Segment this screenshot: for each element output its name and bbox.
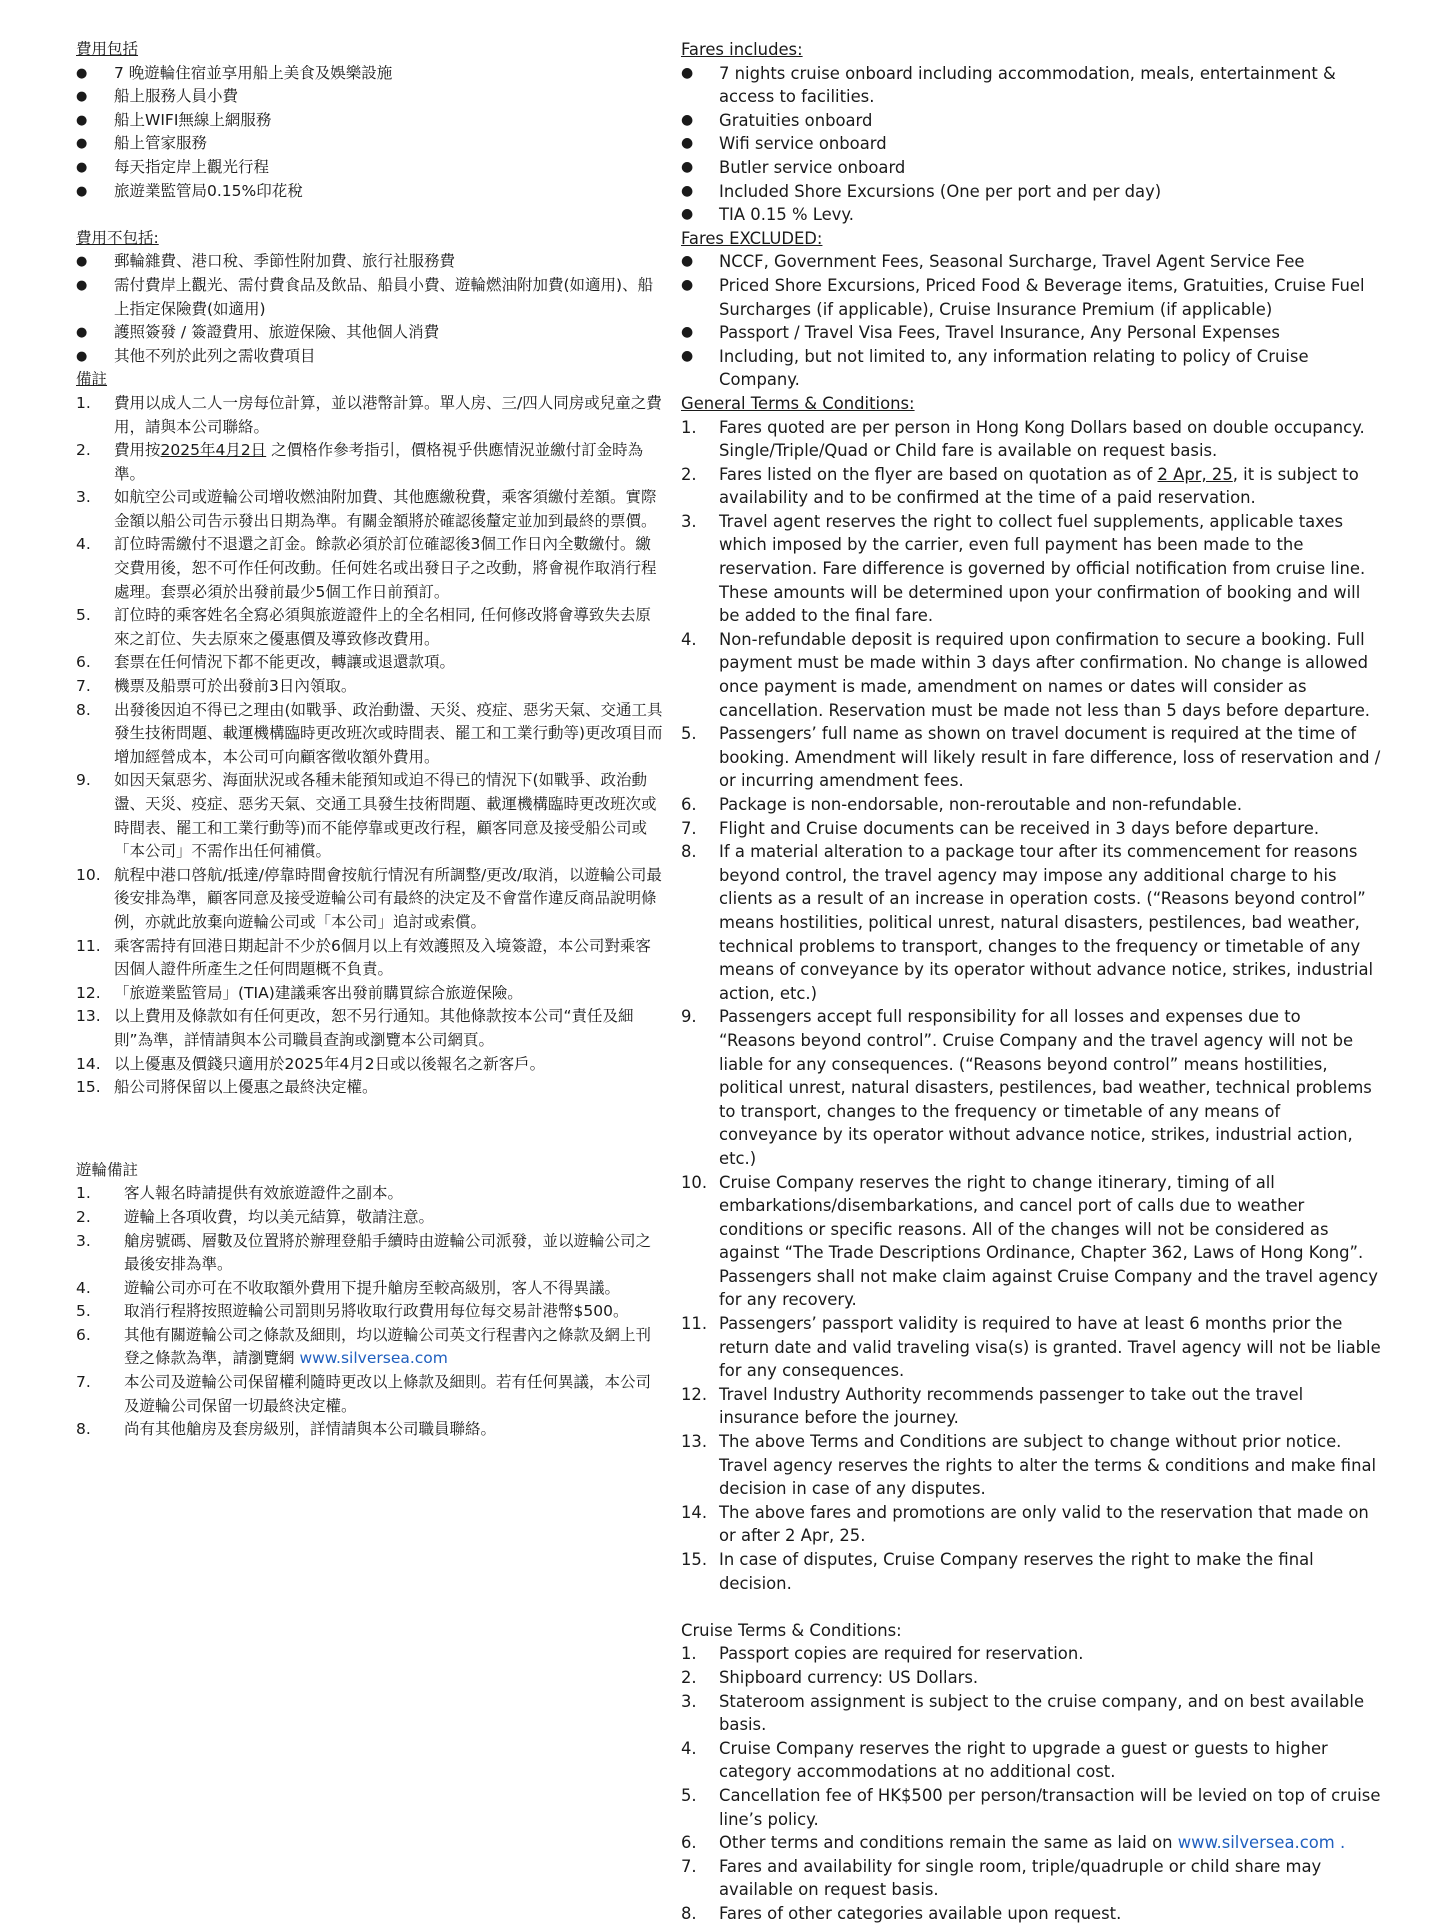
list-item: 5. 訂位時的乘客姓名全寫必須與旅遊證件上的全名相同, 任何修改將會導致失去原來之訂位、失去原來之優惠價及導致修改費用。 <box>76 606 651 648</box>
list-item: 5. 取消行程將按照遊輪公司罰則另將收取行政費用每位每交易計港幣$500。 <box>76 1302 629 1321</box>
list-item: ● Gratuities onboard <box>681 109 1381 133</box>
list-item: ● Priced Shore Excursions, Priced Food & Beverage items, Gratuities, Cruise Fuel Surcharges (if applicable), Cruise Insurance Premium (if applicable) <box>681 274 1381 321</box>
list-item: 2. Shipboard currency: US Dollars. <box>681 1667 979 1687</box>
en-general-list <box>681 416 1381 1596</box>
list-item: 1. 費用以成人二人一房每位計算，並以港幣計算。單人房、三/四人同房或兒童之費用，請與本公司聯絡。 <box>76 393 662 436</box>
en-general-title: General Terms & Conditions: <box>681 393 915 413</box>
list-item: 11. Passengers’ passport validity is required to have at least 6 months prior the return date and valid traveling visa(s) is granted. Travel agency will not be liable for any consequences. <box>681 1314 1381 1381</box>
list-item: ● 旅遊業監管局0.15%印花稅 <box>76 180 666 204</box>
en-includes-list <box>681 62 1381 227</box>
list-item: 10. 航程中港口啓航/抵達/停靠時間會按航行情況有所調整/更改/取消，以遊輪公司最後安排為準，顧客同意及接受遊輪公司有最終的決定及不會當作違反商品說明條例，亦就此放棄向遊輪公司或「本公司」追討或索償。 <box>76 865 662 931</box>
list-item: 6. Package is non-endorsable, non-reroutable and non-refundable. <box>681 795 1243 814</box>
en-excluded-list <box>681 250 1381 392</box>
list-item: ● NCCF, Government Fees, Seasonal Surcharge, Travel Agent Service Fee <box>681 250 1381 274</box>
zh-cruise-title: 遊輪備註 <box>76 1160 139 1179</box>
list-item: 15. In case of disputes, Cruise Company reserves the right to make the final decision. <box>681 1550 1314 1593</box>
list-item: 4. 訂位時需繳付不退還之訂金。餘款必須於訂位確認後3個工作日內全數繳付。繳交費用後，恕不可作任何改動。任何姓名或出發日子之改動，將會視作取消行程處理。套票必須於出發前最少5個工作日前預訂。 <box>76 535 657 601</box>
silversea-link[interactable]: www.silversea.com . <box>1177 1833 1346 1853</box>
list-item: 10. Cruise Company reserves the right to change itinerary, timing of all embarkations/disembarkations, and cancel port of calls due to weather conditions or specific reasons. All of the changes will not be considered as against “The Trade Descriptions Ordinance, Chapter 362, Laws of Hong Kong”. Passengers shall not make claim against Cruise Company and the travel agency for any recovery. <box>681 1172 1378 1310</box>
list-item: ● 7 晚遊輪住宿並享用船上美食及娛樂設施 <box>76 62 666 86</box>
zh-includes-list <box>76 62 666 204</box>
english-column <box>681 38 1381 1926</box>
list-item: 5. Passengers’ full name as shown on travel document is required at the time of booking. Amendment will likely result in fare difference, loss of reservation and / or incurring amendment fees. <box>681 724 1381 791</box>
list-item: 2. 費用按2025年4月2日 之價格作參考指引，價格視乎供應情況並繳付訂金時為準。 <box>76 441 644 483</box>
list-item: 3. Stateroom assignment is subject to the cruise company, and on best available basis. <box>681 1691 1365 1735</box>
zh-remarks-title: 備註 <box>76 370 108 389</box>
list-item: 15. 船公司將保留以上優惠之最終決定權。 <box>76 1078 378 1097</box>
list-item: 11. 乘客需持有回港日期起計不少於6個月以上有效護照及入境簽證，本公司對乘客因個人證件所產生之任何問題概不負責。 <box>76 936 651 979</box>
list-item: 12. Travel Industry Authority recommends passenger to take out the travel insurance before the journey. <box>681 1384 1304 1428</box>
list-item: 8. 尚有其他艙房及套房級別，詳情請與本公司職員聯絡。 <box>76 1420 497 1439</box>
list-item: 6. Other terms and conditions remain the same as laid on www.silversea.com . <box>681 1833 1346 1853</box>
list-item: ● Passport / Travel Visa Fees, Travel Insurance, Any Personal Expenses <box>681 321 1381 345</box>
list-item: ● Wifi service onboard <box>681 132 1381 156</box>
list-item: 3. Travel agent reserves the right to collect fuel supplements, applicable taxes which imposed by the carrier, even full payment has been made to the reservation. Fare difference is governed by official notification from cruise line. These amounts will be determined upon your confirmation of booking and will be added to the final fare. <box>681 511 1366 626</box>
list-item: 7. Fares and availability for single room, triple/quadruple or child share may available on request basis. <box>681 1856 1322 1900</box>
list-item: 1. Fares quoted are per person in Hong Kong Dollars based on double occupancy. Single/Triple/Quad or Child fare is available on request basis. <box>681 417 1365 461</box>
list-item: 5. Cancellation fee of HK$500 per person/transaction will be levied on top of cruise line’s policy. <box>681 1785 1381 1829</box>
list-item: 13. The above Terms and Conditions are subject to change without prior notice. Travel agency reserves the rights to alter the terms & conditions and make final decision in case of any disputes. <box>681 1432 1377 1499</box>
list-item: 3. 如航空公司或遊輪公司增收燃油附加費、其他應繳稅費，乘客須繳付差額。實際金額以船公司告示發出日期為準。有關金額將於確認後釐定並加到最終的票價。 <box>76 488 657 530</box>
date-underlined: 2 Apr, 25 <box>1157 464 1233 484</box>
list-item: ● 護照簽發 / 簽證費用、旅遊保險、其他個人消費 <box>76 321 666 345</box>
list-item: 7. Flight and Cruise documents can be received in 3 days before departure. <box>681 818 1320 838</box>
zh-includes-title: 費用包括 <box>76 40 139 58</box>
list-item: ● 每天指定岸上觀光行程 <box>76 156 666 180</box>
list-item: ● 船上服務人員小費 <box>76 85 666 109</box>
en-cruise-title: Cruise Terms & Conditions: <box>681 1620 902 1640</box>
chinese-column <box>76 38 666 1442</box>
list-item: 4. Cruise Company reserves the right to upgrade a guest or guests to higher category accommodations at no additional cost. <box>681 1738 1328 1782</box>
list-item: 9. 如因天氣惡劣、海面狀況或各種未能預知或迫不得已的情況下(如戰爭、政治動盪、天災、疫症、惡劣天氣、交通工具發生技術問題、載運機構臨時更改班次或時間表、罷工和工業行動等)而不能停靠或更改行程，顧客同意及接受船公司或「本公司」不需作出任何補償。 <box>76 771 657 861</box>
list-item: 3. 艙房號碼、層數及位置將於辦理登船手續時由遊輪公司派發，並以遊輪公司之最後安排為準。 <box>76 1231 652 1274</box>
list-item: 2. 遊輪上各項收費，均以美元結算，敬請注意。 <box>76 1207 435 1226</box>
list-item: 7. 本公司及遊輪公司保留權利隨時更改以上條款及細則。若有任何異議，本公司及遊輪公司保留一切最終決定權。 <box>76 1373 652 1415</box>
list-item: 1. 客人報名時請提供有效旅遊證件之副本。 <box>76 1184 404 1203</box>
list-item: 14. The above fares and promotions are only valid to the reservation that made on or after 2 Apr, 25. <box>681 1502 1369 1546</box>
list-item: 12. 「旅遊業監管局」(TIA)建議乘客出發前購買綜合旅遊保險。 <box>76 983 523 1002</box>
list-item: ● 船上WIFI無線上網服務 <box>76 109 666 133</box>
en-excluded-title: Fares EXCLUDED: <box>681 228 823 248</box>
zh-cruise-list <box>76 1182 666 1442</box>
zh-excludes-list <box>76 250 666 368</box>
silversea-link[interactable]: www.silversea.com <box>299 1349 448 1368</box>
en-cruise-list <box>681 1642 1381 1925</box>
list-item: 9. Passengers accept full responsibility for all losses and expenses due to “Reasons beyond control”. Cruise Company and the travel agency will not be liable for any consequences. (“Reasons beyond control” means hostilities, political unrest, natural disasters, pestilences, bad weather, technical problems to transport, changes to the frequency or timetable of any means of conveyance by its operator without advance notice, strikes, industrial action, etc.) <box>681 1007 1372 1168</box>
list-item: ● Included Shore Excursions (One per port and per day) <box>681 180 1381 204</box>
zh-remarks-list <box>76 392 666 1100</box>
list-item: 8. If a material alteration to a package tour after its commencement for reasons beyond control, the travel agency may impose any additional charge to his clients as a result of an increase in operation costs. (“Reasons beyond control” means hostilities, political unrest, natural disasters, pestilences, bad weather, technical problems to transport, changes to the frequency or timetable of any means of conveyance by its operator without advance notice, strikes, industrial action, etc.) <box>681 842 1374 1003</box>
list-item: 8. 出發後因迫不得已之理由(如戰爭、政治動盪、天災、疫症、惡劣天氣、交通工具發生技術問題、載運機構臨時更改班次或時間表、罷工和工業行動等)更改項目而增加經營成本，本公司可向顧客徵收額外費用。 <box>76 700 663 766</box>
en-includes-title: Fares includes: <box>681 40 803 59</box>
list-item: 7. 機票及船票可於出發前3日內領取。 <box>76 677 357 696</box>
list-item: 1. Passport copies are required for reservation. <box>681 1644 1084 1664</box>
list-item: ● 船上管家服務 <box>76 132 666 156</box>
list-item: 6. 其他有關遊輪公司之條款及細則，均以遊輪公司英文行程書內之條款及網上刊登之條款為準，請瀏覽網 www.silversea.com <box>76 1325 652 1368</box>
list-item: ● 郵輪雜費、港口稅、季節性附加費、旅行社服務費 <box>76 250 666 274</box>
list-item: 4. Non-refundable deposit is required upon confirmation to secure a booking. Full payment must be made within 3 days after confirmation. No change is allowed once payment is made, amendment on names or dates will consider as cancellation. Reservation must be made not less than 5 days before departure. <box>681 629 1370 720</box>
list-item: ● 需付費岸上觀光、需付費食品及飲品、船員小費、遊輪燃油附加費(如適用)、船上指定保險費(如適用) <box>76 274 666 321</box>
list-item: 13. 以上費用及條款如有任何更改，恕不另行通知。其他條款按本公司“責任及細則”為準，詳情請與本公司職員查詢或瀏覽本公司網頁。 <box>76 1007 634 1049</box>
list-item: ● TIA 0.15 % Levy. <box>681 203 1381 227</box>
list-item: ● 7 nights cruise onboard including accommodation, meals, entertainment & access to facilities. <box>681 62 1381 109</box>
list-item: 6. 套票在任何情況下都不能更改，轉讓或退還款項。 <box>76 653 456 672</box>
list-item: 8. Fares of other categories available upon request. <box>681 1903 1122 1923</box>
list-item: 4. 遊輪公司亦可在不收取額外費用下提升艙房至較高級別，客人不得異議。 <box>76 1278 621 1297</box>
list-item: 2. Fares listed on the flyer are based on quotation as of 2 Apr, 25, it is subject to availability and to be confirmed at the time of a paid reservation. <box>681 464 1359 508</box>
list-item: ● 其他不列於此列之需收費項目 <box>76 345 666 369</box>
list-item: ● Butler service onboard <box>681 156 1381 180</box>
list-item: 14. 以上優惠及價錢只適用於2025年4月2日或以後報名之新客戶。 <box>76 1054 546 1073</box>
zh-excludes-title: 費用不包括: <box>76 228 159 247</box>
date-underlined: 2025年4月2日 <box>160 441 267 460</box>
list-item: ● Including, but not limited to, any information relating to policy of Cruise Company. <box>681 345 1381 392</box>
